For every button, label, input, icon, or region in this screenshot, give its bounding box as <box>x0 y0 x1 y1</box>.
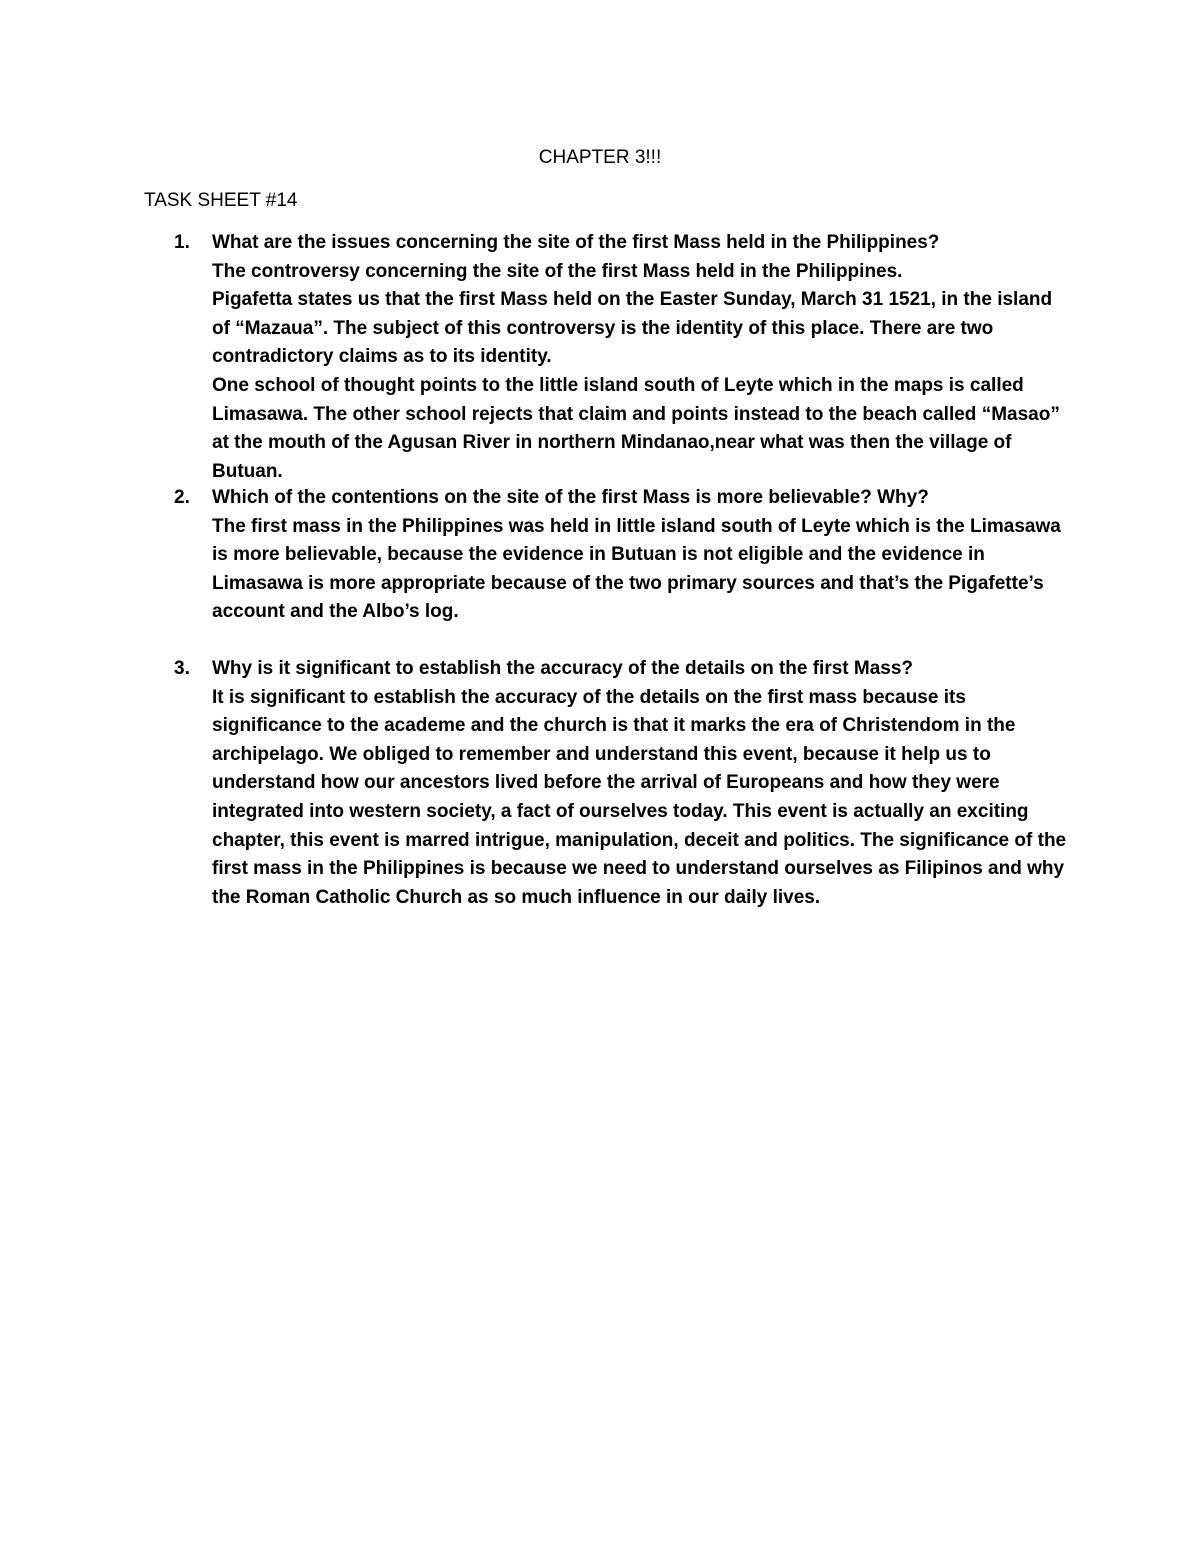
question-number: 2. <box>174 487 190 508</box>
question-body <box>212 229 1072 486</box>
answer-paragraph: The controversy concerning the site of the first Mass held in the Philippines. <box>212 260 903 282</box>
question-body <box>212 655 1072 912</box>
question-text: Why is it significant to establish the accuracy of the details on the first Mass? <box>212 658 914 679</box>
question-number: 3. <box>174 658 190 679</box>
chapter-title: CHAPTER 3!!! <box>538 147 662 168</box>
task-sheet-label: TASK SHEET #14 <box>144 190 298 211</box>
answer-paragraph: Pigafetta states us that the first Mass held on the Easter Sunday, March 31 1521, in the island of “Mazaua”. The subject of this controversy is the identity of this place. There are two contradictory claims as to its identity. <box>212 289 1053 368</box>
question-body <box>212 484 1072 627</box>
answer-paragraph: The first mass in the Philippines was held in little island south of Leyte which is the Limasawa is more believable, because the evidence in Butuan is not eligible and the evidence in Limasawa is more appropriate because of the two primary sources and that’s the Pigafette’s account and the Albo’s log. <box>212 515 1061 623</box>
question-text: What are the issues concerning the site of the first Mass held in the Philippines? <box>212 232 940 253</box>
answer-paragraph: One school of thought points to the little island south of Leyte which in the maps is called Limasawa. The other school rejects that claim and points instead to the beach called “Masao” at the mouth of the Agusan River in northern Mindanao,near what was then the village of Butuan. <box>212 374 1060 482</box>
answer-paragraph: It is significant to establish the accuracy of the details on the first mass because its significance to the academe and the church is that it marks the era of Christendom in the archipelago. We obliged to remember and understand this event, because it help us to understand how our ancestors lived before the arrival of Europeans and how they were integrated into western society, a fact of ourselves today. This event is actually an exciting chapter, this event is marred intrigue, manipulation, deceit and politics. The significance of the first mass in the Philippines is because we need to understand ourselves as Filipinos and why the Roman Catholic Church as so much influence in our daily lives. <box>212 686 1067 908</box>
question-text: Which of the contentions on the site of the first Mass is more believable? Why? <box>212 487 929 508</box>
question-number: 1. <box>174 232 190 253</box>
